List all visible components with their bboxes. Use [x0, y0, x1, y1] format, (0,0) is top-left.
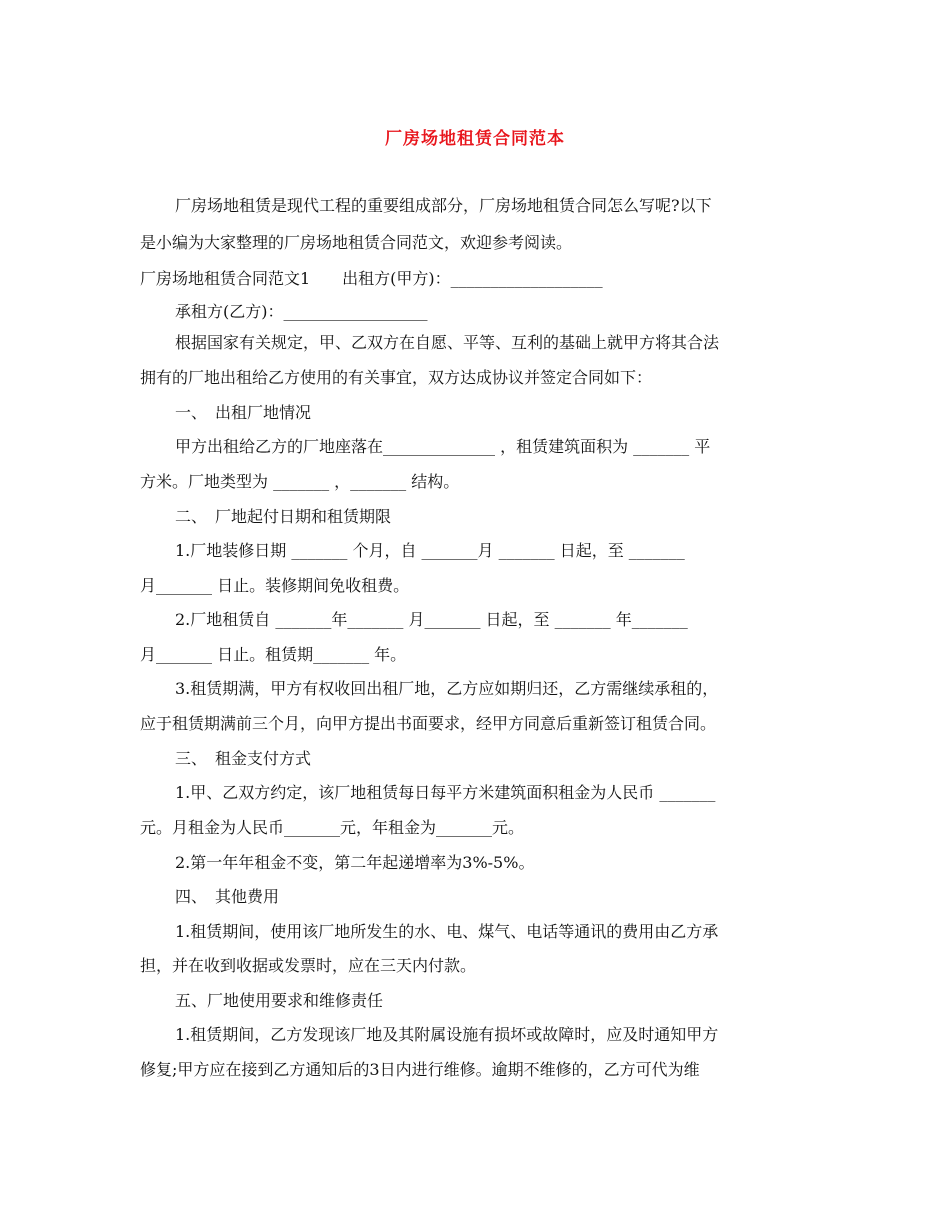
section-heading: 二、 厂地起付日期和租赁期限	[175, 507, 392, 526]
section-heading: 五、厂地使用要求和维修责任	[175, 991, 384, 1010]
paragraph-line: 应于租赁期满前三个月，向甲方提出书面要求，经甲方同意后重新签订租赁合同。	[140, 714, 717, 733]
paragraph-line: 甲方出租给乙方的厂地座落在______________ ，租赁建筑面积为 _______ 平	[175, 437, 711, 456]
paragraph-line: 拥有的厂地出租给乙方使用的有关事宜，双方达成协议并签定合同如下：	[140, 368, 653, 387]
section-heading: 四、 其他费用	[175, 887, 280, 906]
paragraph-line: 承租方(乙方)：__________________	[175, 302, 428, 321]
paragraph-line: 方米。厂地类型为 _______ ，_______ 结构。	[140, 472, 460, 491]
paragraph-line: 是小编为大家整理的厂房场地租赁合同范文，欢迎参考阅读。	[140, 233, 573, 252]
paragraph-line: 月_______ 日止。租赁期_______ 年。	[140, 645, 407, 664]
paragraph-line: 1.租赁期间，乙方发现该厂地及其附属设施有损坏或故障时，应及时通知甲方	[175, 1025, 719, 1044]
section-heading: 三、 租金支付方式	[175, 749, 312, 768]
paragraph-line: 2.厂地租赁自 _______年_______ 月_______ 日起，至 _______ 年_______	[175, 610, 688, 629]
document-title: 厂房场地租赁合同范本	[385, 129, 565, 149]
paragraph-line: 1.甲、乙双方约定，该厂地租赁每日每平方米建筑面积租金为人民币 _______	[175, 783, 716, 802]
paragraph-line: 元。月租金为人民币_______元，年租金为_______元。	[140, 818, 525, 837]
paragraph-line: 1.厂地装修日期 _______ 个月，自 _______月 _______ 日起，至 _______	[175, 541, 685, 560]
paragraph-line: 3.租赁期满，甲方有权收回出租厂地，乙方应如期归还，乙方需继续承租的，	[175, 679, 719, 698]
paragraph-line: 1.租赁期间，使用该厂地所发生的水、电、煤气、电话等通讯的费用由乙方承	[175, 922, 719, 941]
section-heading: 一、 出租厂地情况	[175, 403, 312, 422]
paragraph-line: 厂房场地租赁合同范文1 出租方(甲方)：___________________	[140, 269, 603, 288]
paragraph-line: 担，并在收到收据或发票时，应在三天内付款。	[140, 956, 477, 975]
paragraph-line: 根据国家有关规定，甲、乙双方在自愿、平等、互利的基础上就甲方将其合法	[175, 333, 720, 352]
paragraph-line: 月_______ 日止。装修期间免收租费。	[140, 576, 410, 595]
paragraph-line: 厂房场地租赁是现代工程的重要组成部分，厂房场地租赁合同怎么写呢?以下	[175, 196, 712, 215]
paragraph-line: 修复;甲方应在接到乙方通知后的3日内进行维修。逾期不维修的，乙方可代为维	[140, 1060, 700, 1079]
paragraph-line: 2.第一年年租金不变，第二年起递增率为3%-5%。	[175, 853, 535, 872]
